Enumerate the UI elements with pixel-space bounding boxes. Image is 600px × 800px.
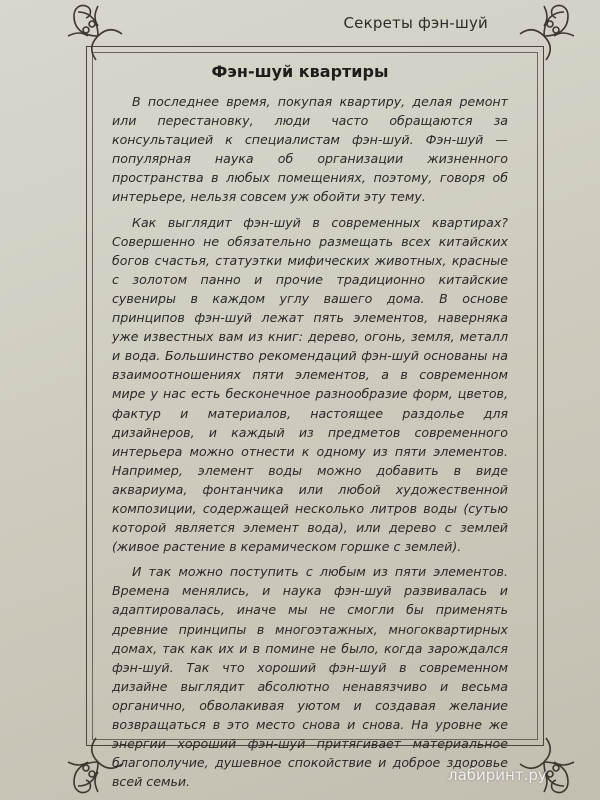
body-text <box>112 92 508 797</box>
floral-corner-icon <box>508 726 580 798</box>
paragraph: В последнее время, покупая квартиру, делая ремонт или перестановку, люди часто обращаются за консультацией к специалистам фэн-шуй. Фэн-шуй — популярная наука об организации жизненного пространства в любых помещениях, поэтому, говоря об интерьере, нельзя совсем уж обойти эту тему. <box>112 94 508 205</box>
running-head: Секреты фэн-шуй <box>343 14 488 32</box>
watermark: лабиринт.ру <box>448 766 547 784</box>
paragraph: Как выглядит фэн-шуй в современных квартирах? Совершенно не обязательно размещать всех китайских богов счастья, статуэтки мифических животных, красные с золотом панно и прочие традиционно китайские сувениры в каждом углу вашего дома. В основе принципов фэн-шуй лежат пять элементов, наверняка уже известных вам из книг: дерево, огонь, земля, металл и вода. Большинство рекомендаций фэн-шуй основаны на взаимоотношениях пяти элементов, а в современном мире у нас есть бесконечное разнообразие форм, цветов, фактур и материалов, настоящее раздолье для дизайнеров, и каждый из предметов современного интерьера можно отнести к одному из пяти элементов. Например, элемент воды можно добавить в виде аквариума, фонтанчика или любой художественной композиции, содержащей несколько литров воды (сутью которой является элемент вода), или дерево с землей (живое растение в керамическом горшке с землей). <box>112 214 508 555</box>
page-title: Фэн-шуй квартиры <box>211 62 389 81</box>
paragraph: И так можно поступить с любым из пяти элементов. Времена менялись, и наука фэн-шуй развивалась и адаптировалась, иначе мы не смогли бы применять древние принципы в многоэтажных, многоквартирных домах, так как их и в помине не было, когда зарождался фэн-шуй. Так что хороший фэн-шуй в современном дизайне выглядит абсолютно ненавязчиво и весьма органично, обволакивая уютом и создавая желание возвращаться в это место снова и снова. На уровне же энергии хороший фэн-шуй притягивает материальное благополучие, душевное спокойствие и доброе здоровье всей семьи. <box>112 564 508 790</box>
